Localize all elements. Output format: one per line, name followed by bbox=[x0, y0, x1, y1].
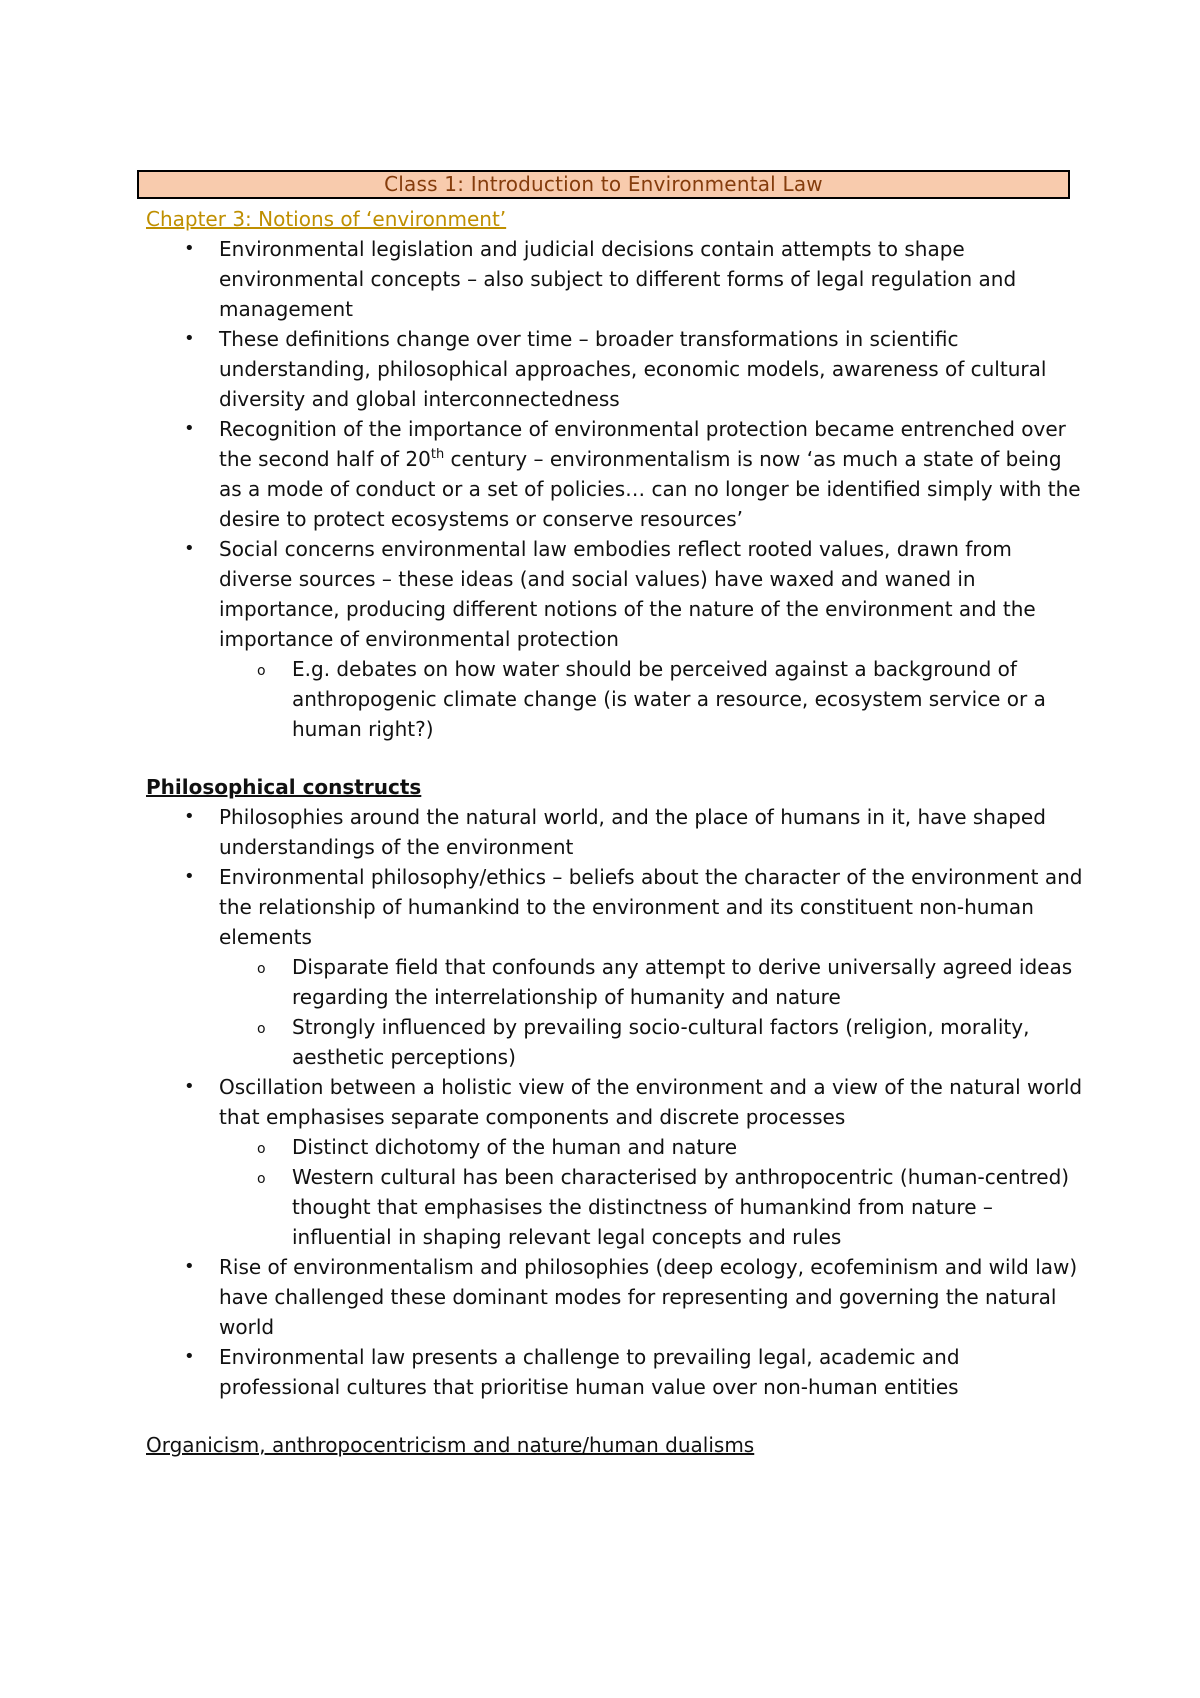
bullet-icon: • bbox=[184, 1256, 195, 1277]
sub-list-item bbox=[219, 1012, 1086, 1072]
list-item bbox=[146, 234, 1086, 324]
list-item-text: These definitions change over time – broader transformations in scientific understanding, philosophical approaches, economic models, awareness of cultural diversity and global interconnectedness bbox=[219, 327, 1047, 411]
sub-list-item-text: Western cultural has been characterised by anthropocentric (human-centred) thought that emphasises the distinctness of humankind from nature – influential in shaping relevant legal concepts and rules bbox=[292, 1165, 1070, 1249]
bullet-icon: • bbox=[184, 328, 195, 349]
list-item-text bbox=[219, 417, 1081, 531]
sub-list-item bbox=[219, 952, 1086, 1012]
sub-heading: Organicism, anthropocentricism and nature/human dualisms bbox=[146, 1433, 755, 1457]
section-heading: Philosophical constructs bbox=[146, 775, 422, 799]
list-item bbox=[146, 862, 1086, 1072]
list-item-text: Social concerns environmental law embodies reflect rooted values, drawn from diverse sources – these ideas (and social values) have waxed and waned in importance, producing different notions of the nature of the environment and the importance of environmental protection bbox=[219, 537, 1036, 651]
document-body bbox=[146, 204, 1086, 1460]
sub-list-item-text: Strongly influenced by prevailing socio-cultural factors (religion, morality, aesthetic perceptions) bbox=[292, 1015, 1030, 1069]
sub-bullet-icon: o bbox=[257, 961, 266, 977]
list-item-text-after: century – environmentalism is now ‘as much a state of being as a mode of conduct or a set of policies… can no longer be identified simply with the desire to protect ecosystems or conserve resources’ bbox=[219, 447, 1081, 531]
sub-bullet-list bbox=[219, 654, 1086, 744]
bullet-icon: • bbox=[184, 806, 195, 827]
list-item-text: Philosophies around the natural world, and the place of humans in it, have shaped understandings of the environment bbox=[219, 805, 1046, 859]
sub-bullet-list bbox=[219, 1132, 1086, 1252]
bullet-icon: • bbox=[184, 538, 195, 559]
superscript: th bbox=[430, 447, 445, 462]
bullet-icon: • bbox=[184, 866, 195, 887]
chapter-bullet-list bbox=[146, 234, 1086, 744]
list-item-text: Environmental legislation and judicial decisions contain attempts to shape environmental concepts – also subject to different forms of legal regulation and management bbox=[219, 237, 1017, 321]
bullet-icon: • bbox=[184, 418, 195, 439]
page-title: Class 1: Introduction to Environmental Law bbox=[137, 170, 1070, 199]
list-item-text: Environmental philosophy/ethics – beliefs about the character of the environment and the relationship of humankind to the environment and its constituent non-human elements bbox=[219, 865, 1083, 949]
chapter-heading: Chapter 3: Notions of ‘environment’ bbox=[146, 207, 507, 231]
list-item-text: Oscillation between a holistic view of the environment and a view of the natural world that emphasises separate components and discrete processes bbox=[219, 1075, 1083, 1129]
list-item bbox=[146, 1342, 1086, 1402]
sub-list-item bbox=[219, 1162, 1086, 1252]
list-item-text: Environmental law presents a challenge to prevailing legal, academic and professional cultures that prioritise human value over non-human entities bbox=[219, 1345, 960, 1399]
bullet-icon: • bbox=[184, 1076, 195, 1097]
sub-bullet-icon: o bbox=[257, 1171, 266, 1187]
list-item bbox=[146, 1252, 1086, 1342]
bullet-icon: • bbox=[184, 238, 195, 259]
list-item-text: Rise of environmentalism and philosophies (deep ecology, ecofeminism and wild law) have challenged these dominant modes for representing and governing the natural world bbox=[219, 1255, 1078, 1339]
list-item bbox=[146, 1072, 1086, 1252]
list-item-text-before: Recognition of the importance of environmental protection became entrenched over the second half of 20 bbox=[219, 417, 1066, 471]
sub-list-item-text: Distinct dichotomy of the human and nature bbox=[292, 1135, 738, 1159]
philosophy-bullet-list bbox=[146, 802, 1086, 1402]
sub-list-item bbox=[219, 654, 1086, 744]
bullet-icon: • bbox=[184, 1346, 195, 1367]
sub-bullet-icon: o bbox=[257, 1021, 266, 1037]
sub-bullet-icon: o bbox=[257, 663, 266, 679]
sub-bullet-list bbox=[219, 952, 1086, 1072]
sub-list-item-text: Disparate field that confounds any attempt to derive universally agreed ideas regarding the interrelationship of humanity and nature bbox=[292, 955, 1073, 1009]
sub-list-item bbox=[219, 1132, 1086, 1162]
list-item bbox=[146, 324, 1086, 414]
list-item bbox=[146, 802, 1086, 862]
sub-bullet-icon: o bbox=[257, 1141, 266, 1157]
sub-list-item-text: E.g. debates on how water should be perceived against a background of anthropogenic climate change (is water a resource, ecosystem service or a human right?) bbox=[292, 657, 1046, 741]
list-item bbox=[146, 414, 1086, 534]
list-item bbox=[146, 534, 1086, 744]
